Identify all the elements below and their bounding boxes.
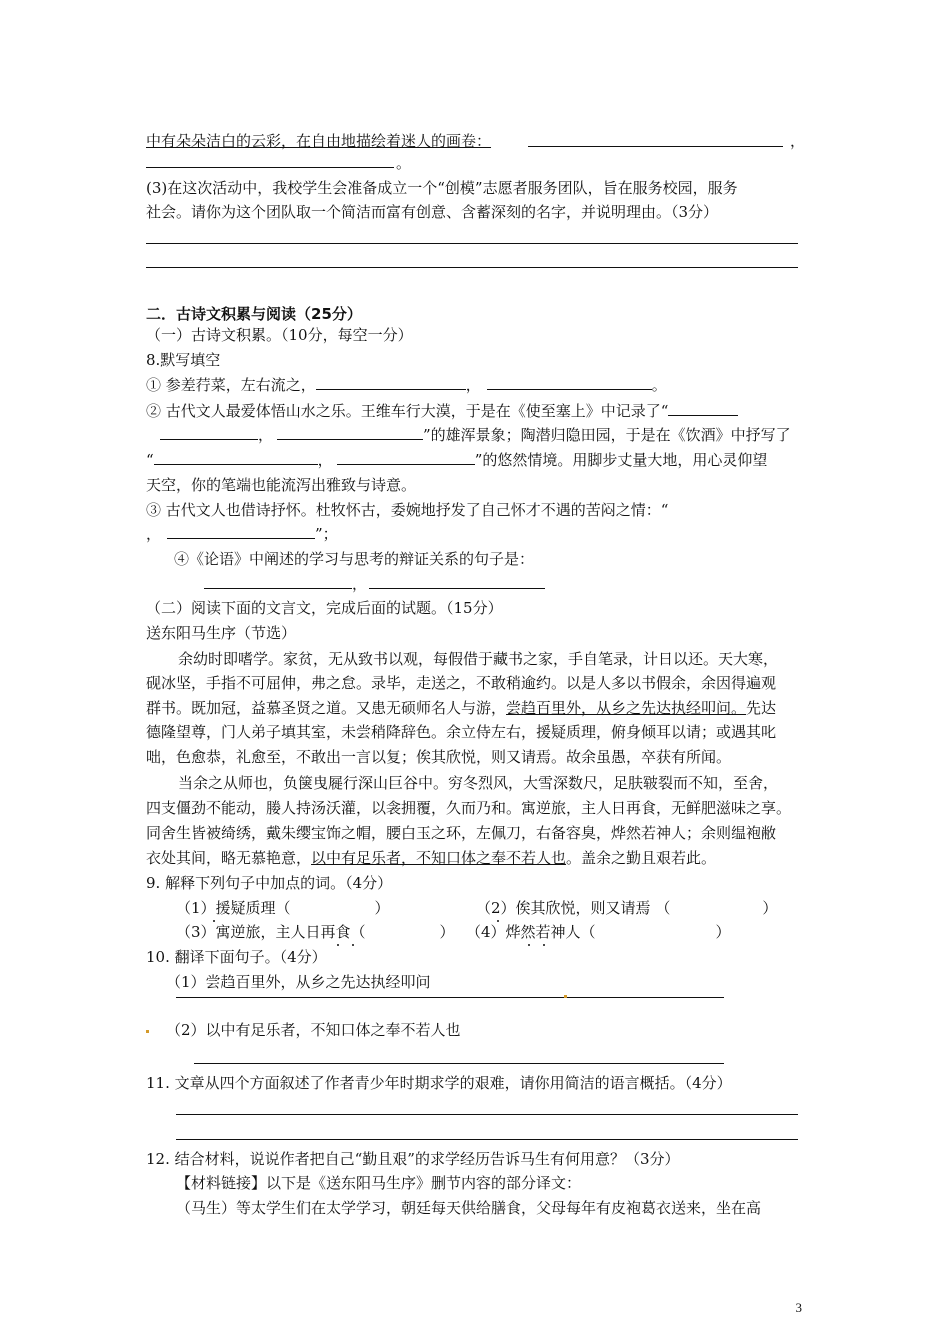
text: 。 [651,376,667,394]
blank [277,425,423,440]
blank [369,574,545,589]
q9-row-2 [176,921,455,943]
q9-row-1 [176,897,390,919]
text: ① 参差荇菜，左右流之， [146,376,316,394]
q8-3b [146,523,338,545]
blank-line [146,167,394,168]
q8-3: ③ 古代文人也借诗抒怀。杜牧怀古，委婉地抒发了自己怀才不遇的苦闷之情：“ [146,501,669,519]
passage-line: 德隆望尊，门人弟子填其室，未尝稍降辞色。余立侍左右，援疑质理，俯身倾耳以请；或遇其叱 [146,723,777,741]
text: “ [146,451,154,469]
text: ② 古代文人最爱体悟山水之乐。王维车行大漠，于是在《使至塞上》中记录了“ [146,402,669,420]
question-11: 11. 文章从四个方面叙述了作者青少年时期求学的艰难，请你用简洁的语言概括。（4分） [146,1074,732,1092]
blank [204,574,352,589]
speck [564,995,567,998]
passage-title: 送东阳马生序（节选） [146,624,297,642]
answer-line [176,1114,798,1115]
translation-line: （马生）等太学生们在太学学习，朝廷每天供给膳食，父母每年有皮袍葛衣送来，坐在高 [176,1199,762,1217]
text: 衣处其间，略无慕艳意， [146,849,312,867]
section-heading: 二．古诗文积累与阅读（25分） [146,305,362,323]
passage-line: 砚冰坚，手指不可屈伸，弗之怠。录毕，走送之，不敢稍逾约。以是人多以书假余，余因得遍观 [146,674,777,692]
question-10: 10. 翻译下面句子。（4分） [146,948,327,966]
q3-text: 社会。请你为这个团队取一个简洁而富有创意、含蓄深刻的名字，并说明理由。（3分） [146,203,719,221]
q8-2 [146,400,738,422]
text: （3）寓逆旅，主人日再食（ [176,923,366,941]
text: ， [258,426,274,444]
q9-row-1b [476,897,777,919]
text: 先达 [746,699,777,717]
text: ”的悠然情境。用脚步丈量大地，用心灵仰望 [474,451,768,469]
text: 。 [396,154,412,172]
text: ”； [315,525,338,543]
text: ， [465,376,481,394]
speck [146,1030,149,1033]
text: 天空，你的笔端也能流泻出雅致与诗意。 [146,476,417,494]
blank [668,401,738,416]
underlined-text: 尝趋百里外，从乡之先达执经叩问。 [506,699,747,717]
passage-line: 咄，色愈恭，礼愈至，不敢出一言以复；俟其欣悦，则又请焉。故余虽愚，卒获有所闻。 [146,748,732,766]
emphasis-dot [352,944,354,946]
sub-heading: （一）古诗文积累。（10分，每空一分） [146,326,413,344]
underlined-text: 以中有足乐者，不知口体之奉不若人也 [311,849,567,867]
q8-1 [146,374,667,396]
passage-line [146,697,776,719]
passage-line [146,847,716,869]
text: 群书。既加冠，益慕圣贤之道。又患无硕师名人与游， [146,699,507,717]
answer-line [146,243,798,244]
text: （1）援疑质理（ [176,899,291,917]
q3-text: (3)在这次活动中，我校学生会准备成立一个“创模”志愿者服务团队，旨在服务校园，服务 [146,179,738,197]
text: ， [790,132,806,150]
answer-line [194,1063,724,1064]
blank-line [528,146,783,147]
q-line-1 [146,130,491,152]
question-8: 8.默写填空 [146,351,221,369]
answer-line [176,1139,798,1140]
text: ） [715,923,731,941]
blank [316,375,466,390]
text: ） [374,899,390,917]
answer-line [146,267,798,268]
page-number: 3 [795,1300,802,1315]
passage-line: 余幼时即嗜学。家贫，无从致书以观，每假借于藏书之家，手自笔录，计日以还。天大寒， [178,650,779,668]
blank [154,450,318,465]
text: ） [762,899,778,917]
q10-1: （1）尝趋百里外，从乡之先达执经叩问 [166,973,431,991]
text: ， [352,575,368,593]
q8-2b [160,424,791,446]
passage-line: 同舍生皆被绮绣，戴朱缨宝饰之帽，腰白玉之环，左佩刀，右备容臭，烨然若神人；余则缊袍敝 [146,824,777,842]
q8-4: ④《论语》中阐述的学习与思考的辩证关系的句子是： [174,550,535,568]
q10-2: （2）以中有足乐者，不知口体之奉不若人也 [166,1021,461,1039]
blank [167,524,315,539]
blank [160,425,258,440]
sub-heading: （二）阅读下面的文言文，完成后面的试题。（15分） [146,599,503,617]
q9-row-2b [466,921,731,943]
text: 中有朵朵洁白的云彩，在自由地描绘着迷人的画卷： [146,132,492,150]
q8-4b [204,573,545,595]
answer-line [176,997,724,998]
emphasis-dot [337,944,339,946]
text: ， [146,525,162,543]
emphasis-dot [543,944,545,946]
material-link: 【材料链接】以下是《送东阳马生序》删节内容的部分译文： [176,1174,582,1192]
blank [487,375,652,390]
text: ， [317,451,333,469]
text: ） [439,923,455,941]
q8-2c [146,449,767,471]
blank [337,450,475,465]
text: （2）俟其欣悦，则又请焉 （ [476,899,671,917]
question-12: 12. 结合材料，说说作者把自己“勤且艰”的求学经历告诉马生有何用意？（3分） [146,1150,680,1168]
passage-line: 当余之从师也，负箧曳屣行深山巨谷中。穷冬烈风，大雪深数尺，足肤皲裂而不知，至舍， [178,774,779,792]
passage-line: 四支僵劲不能动，媵人持汤沃灌，以衾拥覆，久而乃和。寓逆旅，主人日再食，无鲜肥滋味之享。 [146,799,792,817]
emphasis-dot [528,944,530,946]
text: ”的雄浑景象；陶潜归隐田园，于是在《饮酒》中抒写了 [423,426,791,444]
text: 。盖余之勤且艰若此。 [566,849,717,867]
question-9: 9. 解释下列句子中加点的词。（4分） [146,874,393,892]
text: （4）烨然若神人（ [466,923,596,941]
